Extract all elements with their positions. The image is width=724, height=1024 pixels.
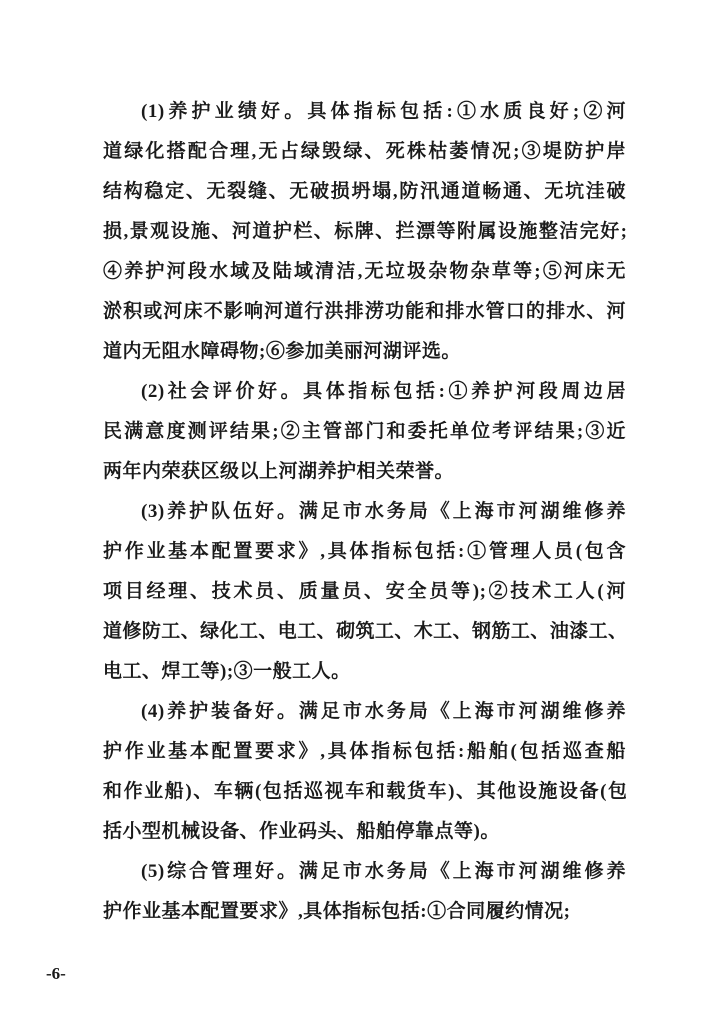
body-line: 括小型机械设备、作业码头、船舶停靠点等)。: [103, 821, 500, 842]
body-line: 两年内荣获区级以上河湖养护相关荣誉。: [103, 461, 455, 482]
body-line: ④养护河段水域及陆域清洁,无垃圾杂物杂草等;⑤河床无: [103, 261, 626, 282]
paragraph-2: [103, 372, 626, 492]
body-line: (1)养护业绩好。具体指标包括:①水质良好;②河: [141, 101, 626, 122]
body-line: (2)社会评价好。具体指标包括:①养护河段周边居: [141, 381, 626, 402]
body-line: 道绿化搭配合理,无占绿毁绿、死株枯萎情况;③堤防护岸: [103, 141, 626, 162]
paragraph-1: [103, 92, 626, 372]
body-line: 护作业基本配置要求》,具体指标包括:船舶(包括巡查船: [103, 741, 626, 762]
body-line: 结构稳定、无裂缝、无破损坍塌,防汛通道畅通、无坑洼破: [103, 181, 626, 202]
body-line: (4)养护装备好。满足市水务局《上海市河湖维修养: [141, 701, 626, 722]
body-line: 淤积或河床不影响河道行洪排涝功能和排水管口的排水、河: [103, 301, 626, 322]
paragraph-5: [103, 852, 626, 932]
document-body: [103, 92, 626, 932]
body-line: 和作业船)、车辆(包括巡视车和载货车)、其他设施设备(包: [103, 781, 626, 802]
body-line: (3)养护队伍好。满足市水务局《上海市河湖维修养: [141, 501, 626, 522]
body-line: 护作业基本配置要求》,具体指标包括:①合同履约情况;: [103, 901, 571, 922]
body-line: 损,景观设施、河道护栏、标牌、拦漂等附属设施整洁完好;: [103, 221, 626, 242]
body-line: 道内无阻水障碍物;⑥参加美丽河湖评选。: [103, 341, 461, 362]
body-line: 护作业基本配置要求》,具体指标包括:①管理人员(包含: [103, 541, 626, 562]
paragraph-4: [103, 692, 626, 852]
body-line: 项目经理、技术员、质量员、安全员等);②技术工人(河: [103, 581, 626, 602]
body-line: 民满意度测评结果;②主管部门和委托单位考评结果;③近: [103, 421, 626, 442]
page-number: -6-: [46, 964, 66, 983]
body-line: (5)综合管理好。满足市水务局《上海市河湖维修养: [141, 861, 626, 882]
body-line: 电工、焊工等);③一般工人。: [103, 661, 351, 682]
body-line: 道修防工、绿化工、电工、砌筑工、木工、钢筋工、油漆工、: [103, 621, 626, 642]
paragraph-3: [103, 492, 626, 692]
